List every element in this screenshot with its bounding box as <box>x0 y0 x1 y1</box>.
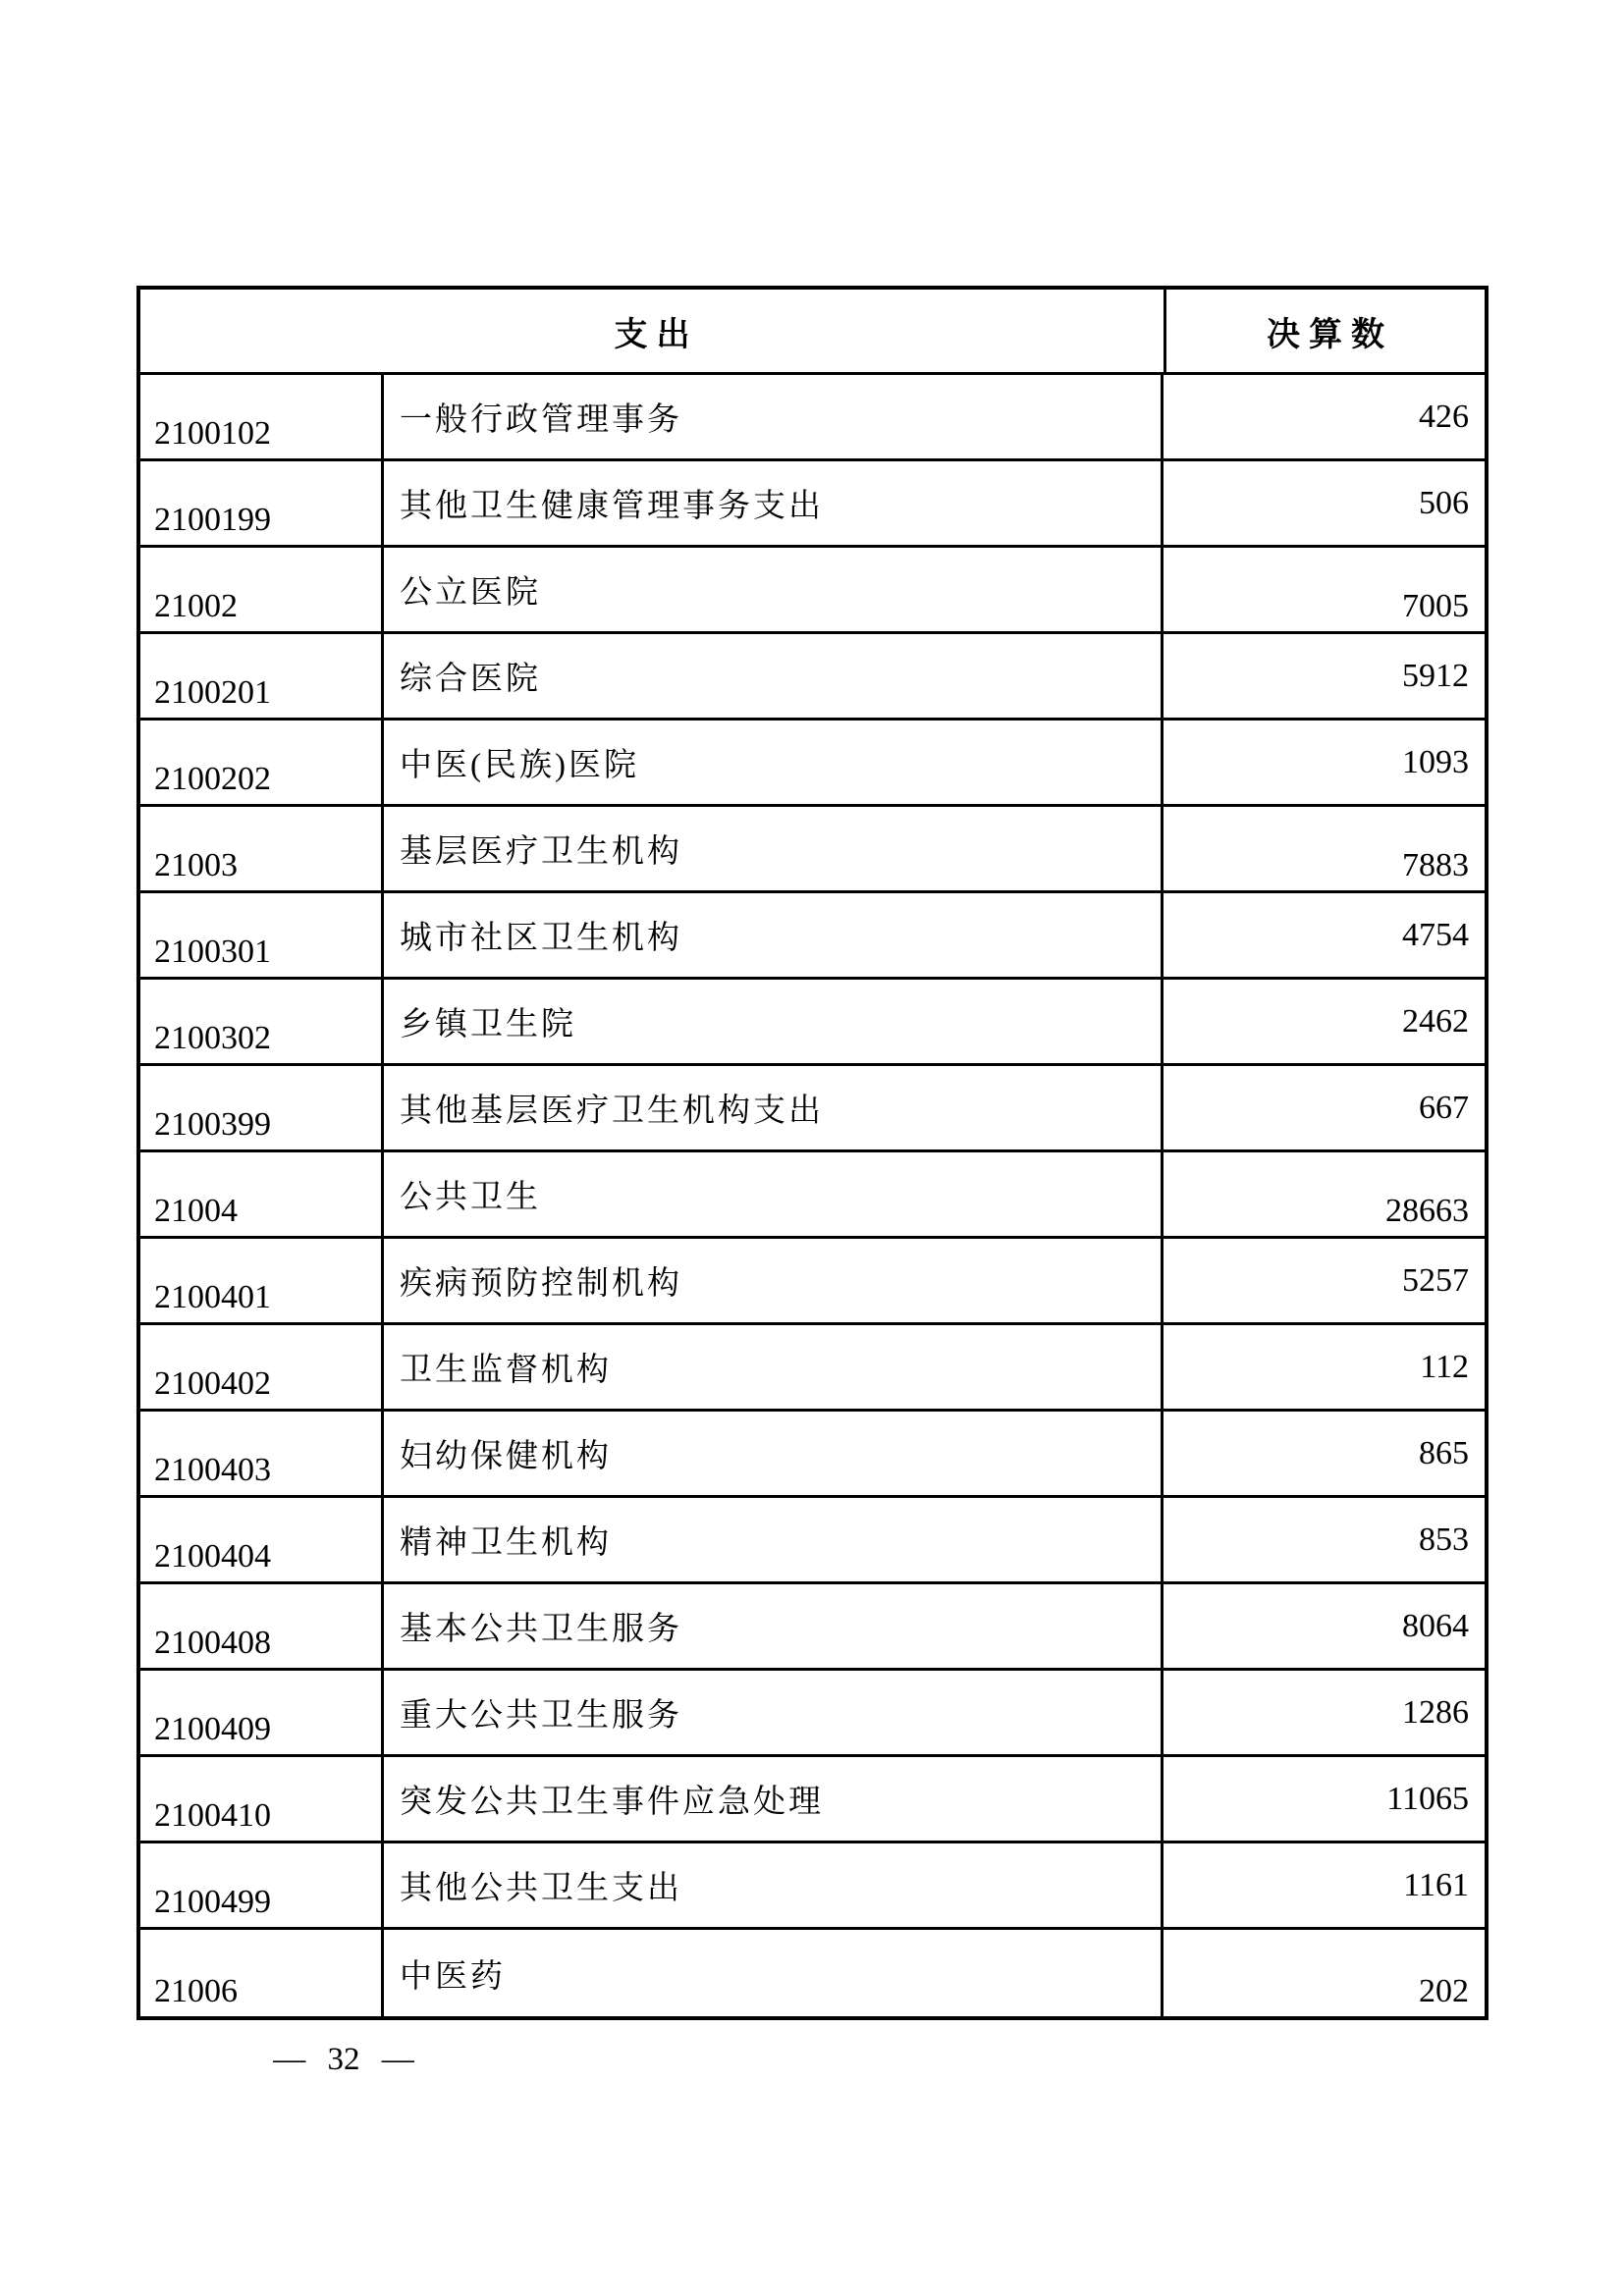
row-value: 5912 <box>1402 657 1469 694</box>
table-row <box>140 1152 1485 1239</box>
row-name: 其他卫生健康管理事务支出 <box>400 489 824 524</box>
row-value: 1286 <box>1402 1693 1469 1731</box>
table-row <box>140 1239 1485 1325</box>
table-row <box>140 807 1485 893</box>
table-row <box>140 1412 1485 1498</box>
row-code: 2100401 <box>154 1279 271 1315</box>
row-code: 2100408 <box>154 1625 271 1661</box>
expenditure-table <box>136 286 1489 2020</box>
row-value-cell <box>1164 1757 1485 1841</box>
row-name: 公立医院 <box>400 575 541 611</box>
row-value-cell <box>1164 1843 1485 1927</box>
row-value-cell <box>1164 1412 1485 1495</box>
row-name-cell <box>384 1498 1164 1581</box>
row-name-cell <box>384 1584 1164 1668</box>
row-value-cell <box>1164 548 1485 631</box>
row-code: 2100199 <box>154 502 271 538</box>
row-code-cell <box>140 1066 384 1149</box>
row-value-cell <box>1164 634 1485 718</box>
row-value-cell <box>1164 1671 1485 1754</box>
row-value: 426 <box>1419 398 1469 435</box>
row-value-cell <box>1164 721 1485 804</box>
row-value: 853 <box>1419 1521 1469 1558</box>
table-row <box>140 980 1485 1066</box>
row-name: 城市社区卫生机构 <box>400 921 682 956</box>
row-code: 2100302 <box>154 1020 271 1056</box>
row-name-cell <box>384 893 1164 977</box>
row-code: 21006 <box>154 1973 238 2009</box>
row-value: 5257 <box>1402 1261 1469 1299</box>
row-value-cell <box>1164 1239 1485 1322</box>
row-value-cell <box>1164 980 1485 1063</box>
row-value: 112 <box>1420 1348 1469 1385</box>
row-code-cell <box>140 807 384 890</box>
row-code: 2100404 <box>154 1538 271 1575</box>
row-name-cell <box>384 375 1164 458</box>
row-code: 2100403 <box>154 1452 271 1488</box>
table-row <box>140 1930 1485 2016</box>
row-name-cell <box>384 1930 1164 2016</box>
row-name-cell <box>384 1757 1164 1841</box>
table-row <box>140 1066 1485 1152</box>
row-name-cell <box>384 1843 1164 1927</box>
row-name: 其他基层医疗卫生机构支出 <box>400 1094 824 1129</box>
row-name: 基层医疗卫生机构 <box>400 834 682 870</box>
row-name: 基本公共卫生服务 <box>400 1612 682 1647</box>
row-code-cell <box>140 1152 384 1236</box>
row-name: 卫生监督机构 <box>400 1353 612 1388</box>
row-value: 865 <box>1419 1434 1469 1471</box>
row-name: 中医药 <box>400 1958 506 1995</box>
row-name: 其他公共卫生支出 <box>400 1871 682 1906</box>
row-code: 2100499 <box>154 1884 271 1920</box>
row-name: 中医(民族)医院 <box>400 748 639 783</box>
table-header-row <box>140 290 1485 375</box>
row-value: 667 <box>1419 1089 1469 1126</box>
row-name: 乡镇卫生院 <box>400 1007 576 1042</box>
row-value: 506 <box>1419 484 1469 521</box>
row-name-cell <box>384 461 1164 545</box>
row-code-cell <box>140 1325 384 1409</box>
table-row <box>140 634 1485 721</box>
page-number: — 32 — <box>273 2042 414 2077</box>
row-name: 综合医院 <box>400 662 541 697</box>
row-name: 精神卫生机构 <box>400 1525 612 1561</box>
row-code-cell <box>140 1757 384 1841</box>
row-name-cell <box>384 1152 1164 1236</box>
row-value-cell <box>1164 1498 1485 1581</box>
row-code: 2100410 <box>154 1797 271 1834</box>
row-name-cell <box>384 1239 1164 1322</box>
table-row <box>140 375 1485 461</box>
row-code: 2100202 <box>154 761 271 797</box>
row-value: 11065 <box>1386 1780 1469 1817</box>
row-value-cell <box>1164 1930 1485 2016</box>
row-name-cell <box>384 1066 1164 1149</box>
row-value-cell <box>1164 1066 1485 1149</box>
row-name-cell <box>384 634 1164 718</box>
row-code-cell <box>140 893 384 977</box>
table-row <box>140 1325 1485 1412</box>
row-value: 202 <box>1419 1973 1469 2009</box>
row-name: 公共卫生 <box>400 1180 541 1215</box>
row-value: 1093 <box>1402 743 1469 780</box>
row-code-cell <box>140 634 384 718</box>
table-row <box>140 1498 1485 1584</box>
table-body <box>140 375 1485 2016</box>
row-code: 21004 <box>154 1193 238 1229</box>
row-name: 一般行政管理事务 <box>400 402 682 438</box>
row-code-cell <box>140 1930 384 2016</box>
table-row <box>140 461 1485 548</box>
table-row <box>140 1584 1485 1671</box>
row-value: 2462 <box>1402 1002 1469 1040</box>
row-code: 2100102 <box>154 415 271 452</box>
column-header-final-amount: 决算数 <box>1267 315 1393 353</box>
row-code-cell <box>140 375 384 458</box>
row-code-cell <box>140 1239 384 1322</box>
row-code: 21002 <box>154 588 238 624</box>
row-value-cell <box>1164 1584 1485 1668</box>
row-code-cell <box>140 1412 384 1495</box>
row-code-cell <box>140 1584 384 1668</box>
row-code-cell <box>140 1843 384 1927</box>
row-code: 2100301 <box>154 934 271 970</box>
row-value-cell <box>1164 893 1485 977</box>
row-value-cell <box>1164 807 1485 890</box>
row-code: 21003 <box>154 847 238 883</box>
row-name-cell <box>384 1325 1164 1409</box>
row-name-cell <box>384 548 1164 631</box>
row-name-cell <box>384 1412 1164 1495</box>
row-name: 重大公共卫生服务 <box>400 1698 682 1734</box>
row-code: 2100409 <box>154 1711 271 1747</box>
row-name: 突发公共卫生事件应急处理 <box>400 1785 824 1820</box>
row-code-cell <box>140 1671 384 1754</box>
row-value: 28663 <box>1385 1193 1469 1229</box>
column-header-expenditure: 支出 <box>140 290 1166 372</box>
row-value-cell <box>1164 1152 1485 1236</box>
row-code-cell <box>140 461 384 545</box>
row-code-cell <box>140 548 384 631</box>
row-code-cell <box>140 721 384 804</box>
table-row <box>140 1843 1485 1930</box>
row-value-cell <box>1164 461 1485 545</box>
row-name-cell <box>384 721 1164 804</box>
row-name-cell <box>384 807 1164 890</box>
row-value: 7005 <box>1402 588 1469 624</box>
table-row <box>140 548 1485 634</box>
row-name-cell <box>384 980 1164 1063</box>
row-name: 疾病预防控制机构 <box>400 1266 682 1302</box>
row-code: 2100201 <box>154 674 271 711</box>
row-code: 2100399 <box>154 1106 271 1143</box>
row-name: 妇幼保健机构 <box>400 1439 612 1474</box>
row-code: 2100402 <box>154 1365 271 1402</box>
row-code-cell <box>140 980 384 1063</box>
row-value-cell <box>1164 1325 1485 1409</box>
table-row <box>140 893 1485 980</box>
row-name-cell <box>384 1671 1164 1754</box>
row-value-cell <box>1164 375 1485 458</box>
row-value: 4754 <box>1402 916 1469 953</box>
row-value: 7883 <box>1402 847 1469 883</box>
table-row <box>140 1757 1485 1843</box>
row-value: 8064 <box>1402 1607 1469 1644</box>
table-row <box>140 1671 1485 1757</box>
table-row <box>140 721 1485 807</box>
row-value: 1161 <box>1403 1866 1469 1903</box>
row-code-cell <box>140 1498 384 1581</box>
